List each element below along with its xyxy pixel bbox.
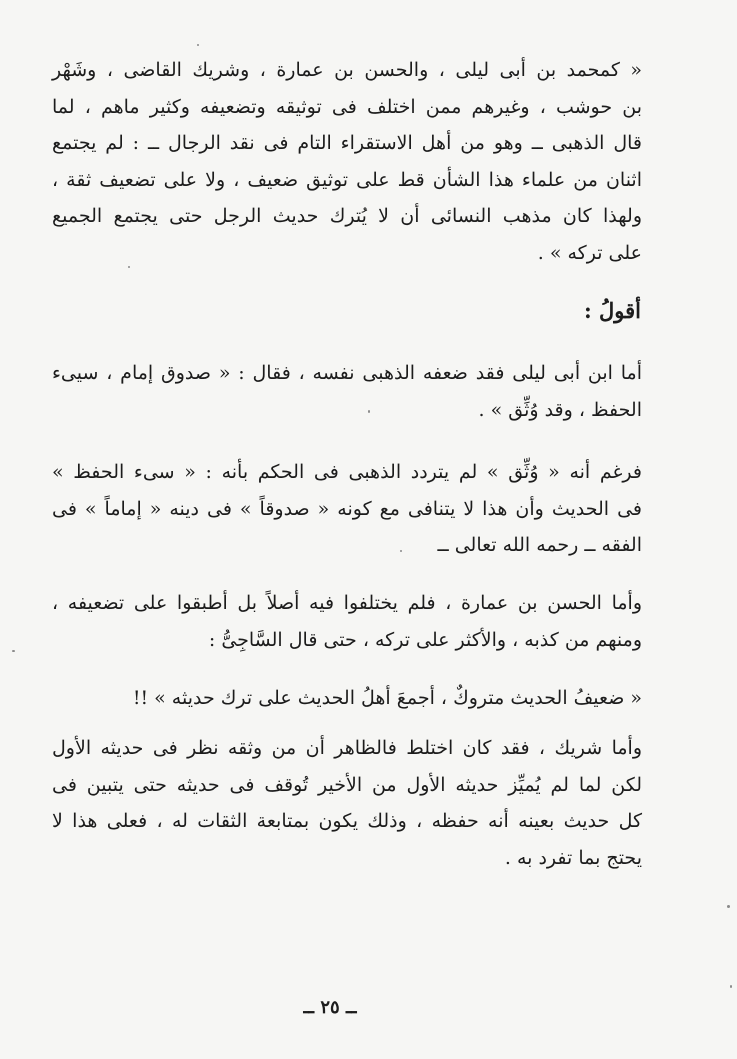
page-number: ــ ٢٥ ــ <box>303 997 357 1018</box>
paragraph-1 <box>52 52 642 271</box>
text-line: فى الحديث وأن هذا لا يتنافى مع كونه « صدوقاً » فى دينه « إماماً » فى <box>52 497 642 520</box>
scan-speck <box>727 905 730 908</box>
quotation: « ضعيفُ الحديث متروكٌ ، أجمعَ أهلُ الحديث على ترك حديثه » !! <box>132 687 642 709</box>
section-heading: أقولُ : <box>583 298 641 323</box>
text-line: يحتج بما تفرد به . <box>504 846 642 869</box>
text-line: فرغم أنه « وُثِّق » لم يتردد الذهبى فى الحكم بأنه : « سىء الحفظ » <box>52 461 642 483</box>
text-line: « كمحمد بن أبى ليلى ، والحسن بن عمارة ، وشريك القاضى ، وشَهْر <box>52 59 642 81</box>
paragraph-5 <box>52 730 642 876</box>
text-line: على تركه » . <box>537 241 642 264</box>
scan-speck <box>400 550 402 552</box>
text-line: لكن لما لم يُميِّز حديثه الأول من الأخير تُوقف فى حديثه حتى يتبين فى <box>52 773 642 796</box>
text-line: ومنهم من كذبه ، والأكثر على تركه ، حتى قال السَّاجِىُّ : <box>208 628 642 651</box>
text-line: بن حوشب ، وغيرهم ممن اختلف فى توثيقه وتضعيفه وكثير ماهم ، لما <box>52 95 642 118</box>
text-line: كل حديث بعينه أنه حفظه ، وذلك يكون بمتابعة الثقات له ، فعلى هذا لا <box>52 810 642 832</box>
text-line: ولهذا كان مذهب النسائى أن لا يُترك حديث الرجل حتى يجتمع الجميع <box>52 205 642 227</box>
scan-speck <box>128 266 130 268</box>
text-line: وأما الحسن بن عمارة ، فلم يختلفوا فيه أصلاً بل أطبقوا على تضعيفه ، <box>52 592 642 614</box>
scan-speck <box>12 650 15 652</box>
scan-speck <box>197 44 199 46</box>
paragraph-4 <box>52 585 642 658</box>
paragraph-3 <box>52 454 642 564</box>
text-line: الحفظ ، وقد وُثِّق » . <box>478 398 642 421</box>
text-line: اثنان من علماء هذا الشأن قط على توثيق ضعيف ، ولا على تضعيف ثقة ، <box>52 168 642 191</box>
scan-speck <box>368 410 370 413</box>
scan-speck <box>730 985 732 988</box>
text-line: وأما شريك ، فقد كان اختلط فالظاهر أن من وثقه نظر فى حديثه الأول <box>52 737 642 759</box>
text-line: أما ابن أبى ليلى فقد ضعفه الذهبى نفسه ، فقال : « صدوق إمام ، سيىء <box>52 362 642 384</box>
paragraph-2 <box>52 355 642 428</box>
text-line: قال الذهبى ــ وهو من أهل الاستقراء التام فى نقد الرجال ــ : لم يجتمع <box>52 132 642 154</box>
text-line: الفقه ــ رحمه الله تعالى ــ <box>437 534 642 556</box>
